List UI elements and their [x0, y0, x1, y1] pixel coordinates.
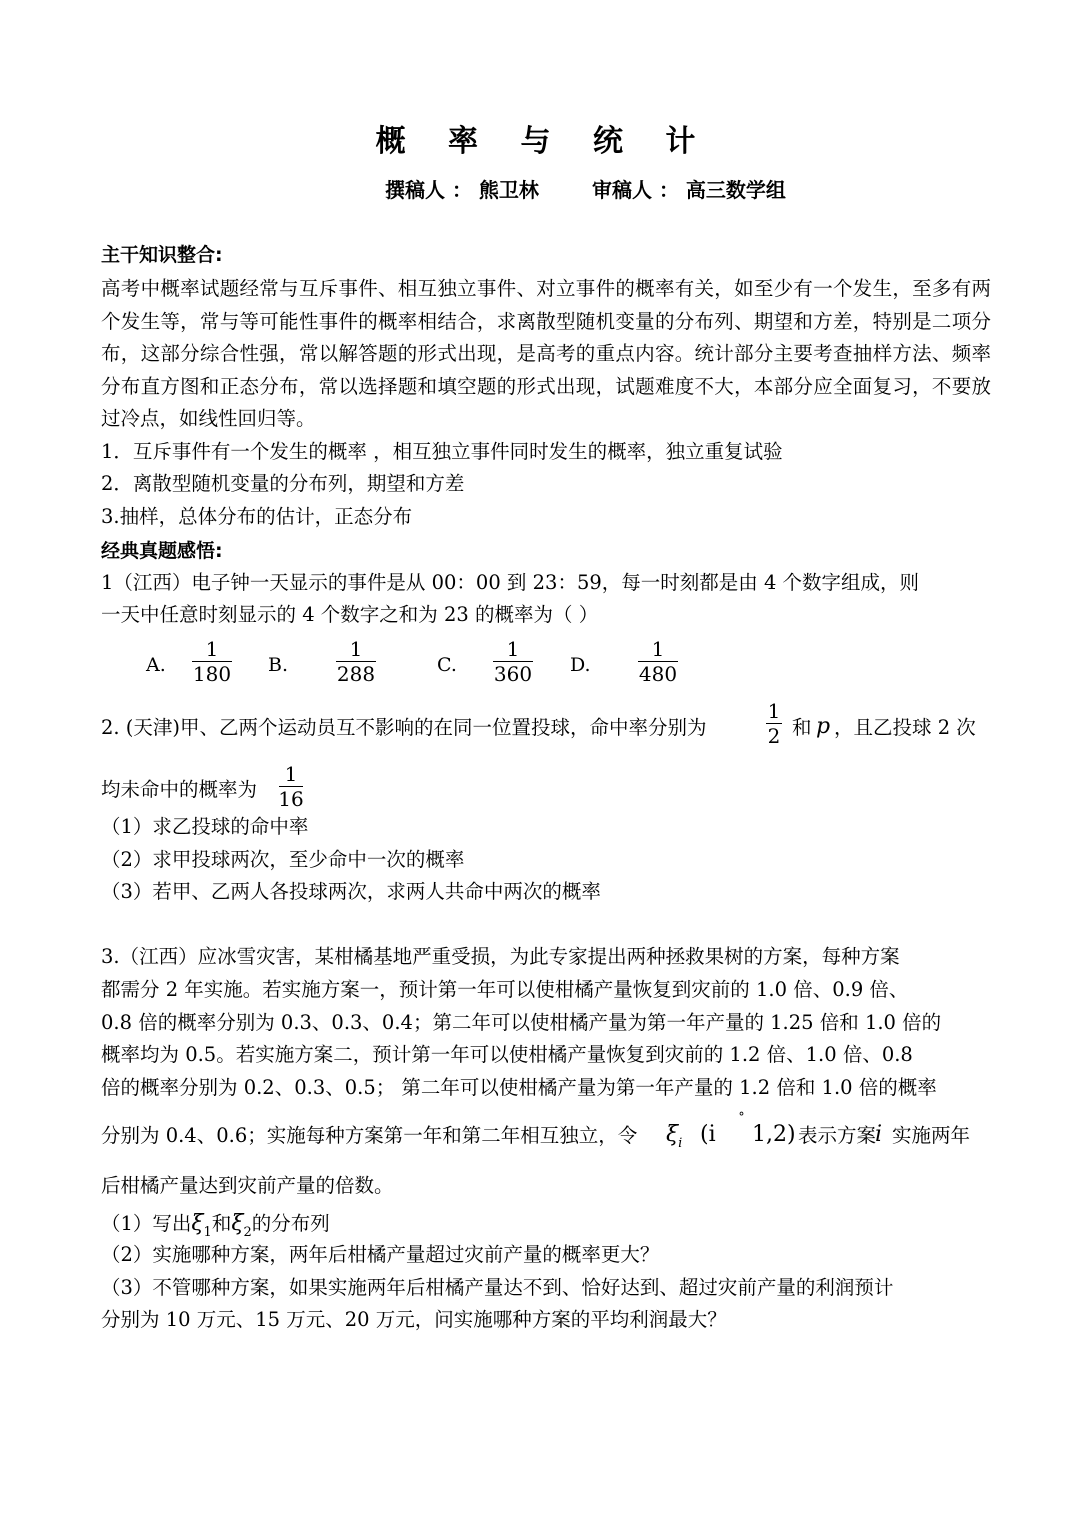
q3-range: 1,2): [752, 1122, 796, 1147]
q3-sub-2: （2）实施哪种方案，两年后柑橘产量超过灾前产量的概率更大？: [101, 1243, 660, 1266]
q1-option-b-label: B.: [268, 654, 289, 676]
q3-i-symbol: i: [875, 1122, 883, 1147]
knowledge-heading: 主干知识整合:: [101, 244, 223, 266]
q2-p-symbol: p: [816, 714, 831, 739]
q1-option-a-label: A.: [146, 654, 166, 676]
knowledge-intro: 高考中概率试题经常与互斥事件、相互独立事件、对立事件的概率有关，如至少有一个发生，至多有两个发生等，常与等可能性事件的概率相结合，求离散型随机变量的分布列、期望和方差，特别是二项分布，这部分综合性强，常以解答题的形式出现，是高考的重点内容。统计部分主要考查抽样方法、频率分布直方图和正态分布，常以选择题和填空题的形式出现，试题难度不大，本部分应全面复习，不要放过冷点，如线性回归等。: [101, 277, 991, 430]
q2-fraction-half: [764, 699, 784, 748]
numerator: 1: [349, 637, 363, 661]
q1-line2: 一天中任意时刻显示的 4 个数字之和为 23 的概率为（ ）: [101, 603, 599, 626]
q3-line4: 概率均为 0.5。若实施方案二，预计第一年可以使柑橘产量恢复到灾前的 1.2 倍、1.0 倍、0.8: [101, 1043, 913, 1066]
q2-sub-1: （1）求乙投球的命中率: [101, 815, 309, 838]
denominator: 2: [767, 724, 781, 748]
q3-line6-post: 实施两年: [892, 1124, 971, 1147]
q1-option-d-fraction: [636, 637, 680, 686]
author: 撰稿人 ： 熊卫林: [385, 178, 539, 202]
q1-option-d-label: D.: [570, 654, 591, 676]
q3-mark: ˚: [738, 1112, 745, 1128]
q2-fraction-sixteenth: [277, 762, 305, 811]
q1-option-a-fraction: [190, 637, 234, 686]
q2-line1-pre: 2. (天津)甲、乙两个运动员互不影响的在同一位置投球，命中率分别为: [101, 716, 707, 739]
numerator: 1: [284, 762, 298, 786]
q2-line1-post: ，且乙投球 2 次: [834, 716, 976, 739]
q3-sub-1: （1）写出$\xi_1$和$\xi_2$的分布列: [101, 1211, 330, 1240]
q3-line3: 0.8 倍的概率分别为 0.3、0.3、0.4；第二年可以使柑橘产量为第一年产量的 1.25 倍和 1.0 倍的: [101, 1011, 942, 1034]
knowledge-point-2: 2．离散型随机变量的分布列，期望和方差: [101, 472, 465, 495]
classic-heading: 经典真题感悟:: [101, 540, 223, 562]
q1-option-c-fraction: [491, 637, 535, 686]
q3-sub-3-line2: 分别为 10 万元、15 万元、20 万元，问实施哪种方案的平均利润最大？: [101, 1308, 727, 1331]
numerator: 1: [767, 699, 781, 723]
q2-line1-and: 和: [792, 716, 812, 739]
q3-line1: 3.（江西）应冰雪灾害，某柑橘基地严重受损，为此专家提出两种拯救果树的方案，每种方案: [101, 945, 900, 968]
q3-line6-mid: 表示方案: [798, 1124, 877, 1147]
denominator: 360: [493, 662, 533, 686]
numerator: 1: [205, 637, 219, 661]
knowledge-point-3: 3.抽样，总体分布的估计，正态分布: [101, 505, 413, 528]
q3-paren-i: (i: [700, 1122, 716, 1147]
denominator: 16: [278, 787, 304, 811]
q3-xi-symbol: $\xi_i$: [666, 1122, 683, 1151]
numerator: 1: [651, 637, 665, 661]
denominator: 288: [336, 662, 376, 686]
page-title: 概 率 与 统 计: [375, 124, 712, 159]
q1-option-c-label: C.: [437, 654, 457, 676]
q2-line2-pre: 均未命中的概率为: [101, 778, 258, 801]
q3-line2: 都需分 2 年实施。若实施方案一，预计第一年可以使柑橘产量恢复到灾前的 1.0 倍、0.9 倍、: [101, 978, 909, 1001]
q2-sub-2: （2）求甲投球两次，至少命中一次的概率: [101, 848, 465, 871]
q1-option-b-fraction: [334, 637, 378, 686]
q3-line5: 倍的概率分别为 0.2、0.3、0.5； 第二年可以使柑橘产量为第一年产量的 1.2 倍和 1.0 倍的概率: [101, 1076, 937, 1099]
denominator: 180: [192, 662, 232, 686]
numerator: 1: [506, 637, 520, 661]
q3-sub-3-line1: （3）不管哪种方案，如果实施两年后柑橘产量达不到、恰好达到、超过灾前产量的利润预计: [101, 1276, 894, 1299]
q3-line6-pre: 分别为 0.4、0.6；实施每种方案第一年和第二年相互独立，令: [101, 1124, 638, 1147]
knowledge-point-1: 1．互斥事件有一个发生的概率 ，相互独立事件同时发生的概率，独立重复试验: [101, 440, 783, 463]
reviewer: 审稿人 ： 高三数学组: [592, 178, 786, 202]
q2-sub-3: （3）若甲、乙两人各投球两次，求两人共命中两次的概率: [101, 880, 601, 903]
denominator: 480: [638, 662, 678, 686]
q3-line7: 后柑橘产量达到灾前产量的倍数。: [101, 1174, 394, 1197]
q1-line1: 1（江西）电子钟一天显示的事件是从 00：00 到 23：59，每一时刻都是由 4 个数字组成，则: [101, 571, 920, 594]
